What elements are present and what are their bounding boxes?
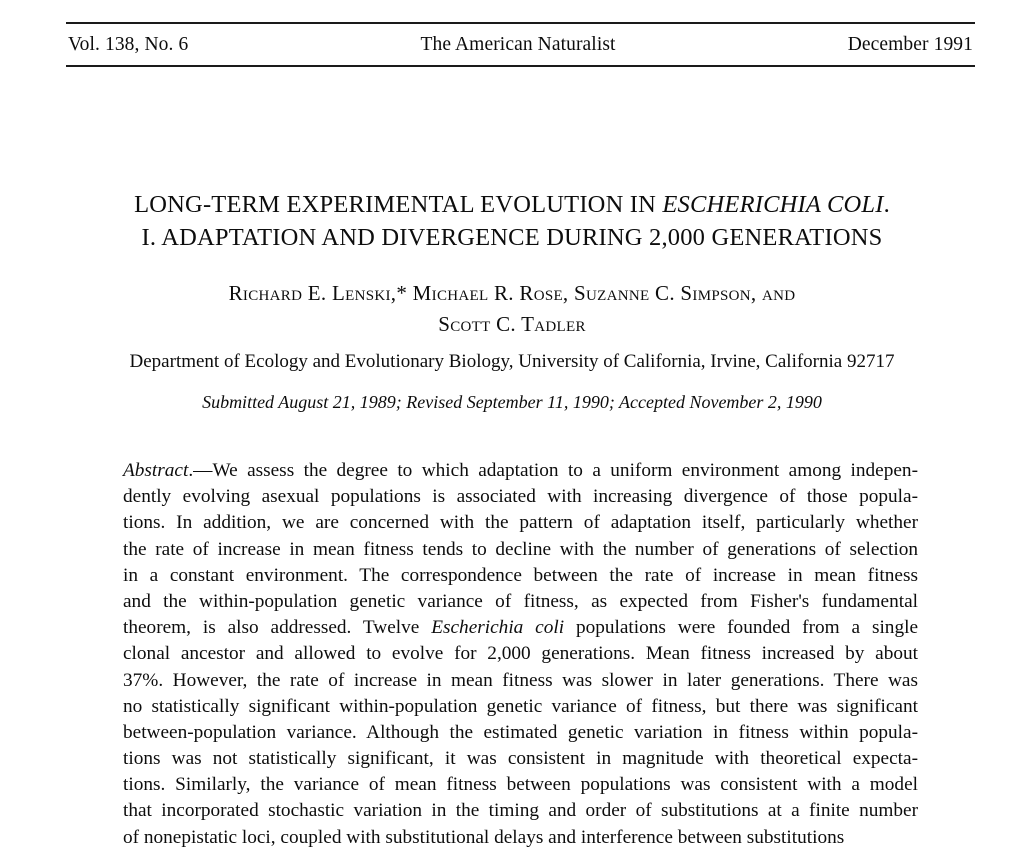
abstract-label: Abstract [123, 460, 189, 481]
abstract-text-run: tions. Similarly, the variance of mean fitness between populations was consistent with a model [123, 774, 918, 796]
abstract-line-text [123, 537, 918, 563]
abstract-line-text [123, 694, 918, 720]
article-title-line-1-post: . [883, 191, 890, 218]
abstract-text-run: the rate of increase in mean fitness tends to decline with the number of generations of selection [123, 538, 918, 560]
abstract-text-run: between-population variance. Although the estimated genetic variation in fitness within popula- [123, 721, 918, 743]
abstract-text-run: of nonepistatic loci, coupled with substitutional delays and interference between substitutions [123, 826, 845, 848]
abstract-line [123, 720, 918, 746]
abstract-line [123, 510, 918, 536]
abstract-body [123, 458, 918, 851]
abstract-line-text [123, 615, 918, 641]
abstract-line [123, 537, 918, 563]
abstract-line [123, 563, 918, 589]
running-head [66, 22, 975, 67]
abstract-dash: .— [188, 460, 213, 481]
abstract-text-run: theorem, is also addressed. Twelve [123, 617, 432, 639]
abstract-line-text [123, 484, 918, 510]
abstract-line [123, 458, 918, 484]
article-title-species-name: ESCHERICHIA COLI [662, 191, 884, 218]
author-line-1: Richard E. Lenski,* Michael R. Rose, Suzanne C. Simpson, and [228, 281, 796, 305]
abstract-text-run: and the within-population genetic variance of fitness, as expected from Fisher's fundamental [123, 590, 918, 612]
abstract-line-text [123, 641, 918, 667]
abstract-text-run: 37%. However, the rate of increase in mean fitness was slower in later generations. There was [123, 669, 918, 691]
abstract-line-text [123, 772, 918, 798]
abstract-line [123, 641, 918, 667]
abstract-line [123, 694, 918, 720]
journal-date: December 1991 [847, 34, 973, 55]
journal-volume-issue: Vol. 138, No. 6 [68, 34, 189, 55]
abstract-text-run: tions. In addition, we are concerned with the pattern of adaptation itself, particularly whether [123, 512, 918, 534]
article-title-line-1-pre: LONG-TERM EXPERIMENTAL EVOLUTION IN [134, 191, 663, 218]
abstract-line [123, 825, 918, 851]
abstract-text-run: dently evolving asexual populations is associated with increasing divergence of those popula- [123, 486, 918, 508]
abstract-line [123, 772, 918, 798]
journal-name: The American Naturalist [420, 34, 616, 55]
abstract-text-run: populations were founded from a single [564, 617, 919, 639]
abstract-text-run: no statistically significant within-population genetic variance of fitness, but there was significant [123, 695, 918, 717]
abstract-text-run: in a constant environment. The correspondence between the rate of increase in mean fitness [123, 564, 918, 586]
running-head-row [66, 24, 975, 65]
article-title-line-2: I. ADAPTATION AND DIVERGENCE DURING 2,000 GENERATIONS [141, 224, 883, 251]
abstract-italic-term: Escherichia coli [431, 617, 565, 639]
running-head-rule-bottom [66, 65, 975, 67]
article-title [62, 188, 962, 254]
abstract-line-text [123, 720, 918, 746]
abstract-line-text [123, 589, 918, 615]
abstract-text-run: clonal ancestor and allowed to evolve for 2,000 generations. Mean fitness increased by about [123, 643, 918, 665]
abstract-line-text [123, 668, 918, 694]
author-list [62, 278, 962, 340]
abstract-line [123, 668, 918, 694]
submission-history: Submitted August 21, 1989; Revised September 11, 1990; Accepted November 2, 1990 [202, 392, 822, 412]
abstract-line-text [123, 563, 918, 589]
abstract-line-text [123, 746, 918, 772]
abstract-line [123, 615, 918, 641]
abstract-line-text [123, 510, 918, 536]
abstract-line [123, 484, 918, 510]
author-line-2: Scott C. Tadler [438, 312, 586, 336]
abstract-text-run: We assess the degree to which adaptation to a uniform environment among indepen- [212, 460, 918, 481]
abstract-line-text [123, 458, 918, 484]
abstract-line [123, 746, 918, 772]
author-affiliation: Department of Ecology and Evolutionary Biology, University of California, Irvine, California 92717 [129, 351, 895, 372]
abstract-line-text [123, 825, 918, 851]
article-title-line-1 [62, 188, 962, 221]
abstract-text-run: tions was not statistically significant, it was consistent in magnitude with theoretical expecta- [123, 748, 918, 770]
abstract-text-run: that incorporated stochastic variation in the timing and order of substitutions at a finite number [123, 800, 918, 822]
abstract-line [123, 589, 918, 615]
